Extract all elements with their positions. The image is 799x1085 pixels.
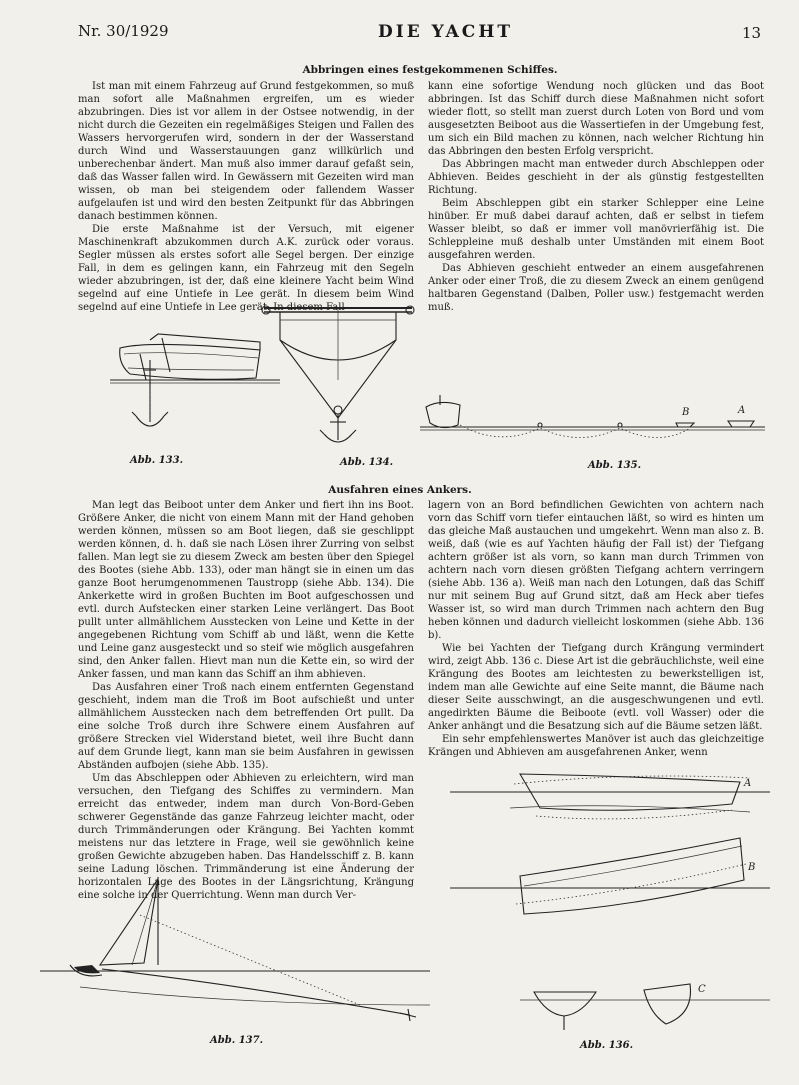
caption-fig-135: Abb. 135.: [588, 460, 642, 471]
figure-135-hawser-buoyed: [420, 385, 765, 455]
section1-right-column: [428, 80, 764, 314]
paragraph: Das Abbringen macht man entweder durch Abschleppen oder Abhieven. Beides geschieht in der als günstig festgestellten Richtung.: [428, 159, 764, 196]
paragraph: Ist man mit einem Fahrzeug auf Grund festgekommen, so muß man sofort alle Maßnahmen ergreifen, um es wieder abzubringen. Dies ist vor allem in der Ostsee notwendig, in der nicht durch die Gezeiten ein regelmäßiges Steigen und Fallen des Wassers hervorgerufen wird, sondern in der der Wasserstand durch Wind und Wasserstauungen ganz willkürlich und unberechenbar ändert. Man muß also immer darauf gefaßt sein, daß das Wasser fallen wird. In Gewässern mit Gezeiten wird man wissen, ob man bei steigendem oder fallendem Wasser aufgelaufen ist und wird den besten Zeitpunkt für das Abbringen danach bestimmen können.: [78, 81, 414, 222]
paragraph: kann eine sofortige Wendung noch glücken und das Boot abbringen. Ist das Schiff durch diese Maßnahmen nicht sofort wieder flott, so stellt man zuerst durch Loten von Bord und vom ausgesetzten Beiboot aus die Wassertiefen in der Umgebung fest, um sich ein Bild machen zu können, nach welcher Richtung hin das Abbringen den besten Erfolg verspricht.: [428, 81, 764, 157]
paragraph: Das Abhieven geschieht entweder an einem ausgefahrenen Anker oder einer Troß, die zu diesem Zweck an einem genügend haltbaren Gegenstand (Dalben, Poller usw.) festgemacht werden muß.: [428, 263, 764, 313]
paragraph: lagern von an Bord befindlichen Gewichten von achtern nach vorn das Schiff vorn tiefer eintauchen läßt, so wird es hinten um das gleiche Maß austauchen und umgekehrt. Wenn man also z. B. weiß, daß (wie es auf Yachten häufig der Fall ist) der Tiefgang achtern größer ist als vorn, so kann man durch Trimmen von achtern nach vorn diesen größten Tiefgang achtern verringern (siehe Abb. 136 a). Weiß man nach den Lotungen, daß das Schiff nur mit seinem Bug auf Grund sitzt, daß am Heck aber tiefes Wasser ist, so wird man durch Trimmen nach achtern den Bug heben können und dadurch vielleicht loskommen (siehe Abb. 136 b).: [428, 500, 764, 641]
issue-number: Nr. 30/1929: [78, 22, 169, 40]
paragraph: Wie bei Yachten der Tiefgang durch Krängung vermindert wird, zeigt Abb. 136 c. Diese Art ist die gebräuchlichste, weil eine Krängung des Bootes am leichtesten zu bewerkstelligen ist, indem man alle Gewichte auf eine Seite mannt, die Bäume nach dieser Seite ausschwingt, an die ausgeschwungenen und evtl. angedirkten Bäume die Beiboote (evtl. voll Wasser) oder die Anker anhängt und die Besatzung sich auf die Bäume setzen läßt.: [428, 643, 765, 732]
paragraph: Beim Abschleppen gibt ein starker Schlepper eine Leine hinüber. Er muß dabei darauf achten, daß er selbst in tiefem Wasser bleibt, so daß er immer voll manövrierfähig ist. Die Schleppleine muß deshalb unter Umständen mit einem Boot ausgefahren werden.: [428, 198, 764, 261]
paragraph: Das Ausfahren einer Troß nach einem entfernten Gegenstand geschieht, indem man die Troß im Boot aufschießt und unter allmählichem Ausstecken nach dem betreffenden Ort pullt. Da eine solche Troß durch ihre Schwere einem Ausfahren auf größere Strecken viel Widerstand bietet, weil ihre Bucht dann auf dem Grunde liegt, kann man sie beim Ausfahren in gewissen Abständen aufbojen (siehe Abb. 135).: [78, 682, 414, 771]
caption-fig-134: Abb. 134.: [340, 457, 394, 468]
fig136-label-c: C: [698, 984, 706, 995]
journal-title: DIE YACHT: [378, 22, 514, 42]
paragraph: Die erste Maßnahme ist der Versuch, mit eigener Maschinenkraft abzukommen durch A.K. zurück oder voraus. Segler müssen als erstes sofort alle Segel bergen. Der einzige Fall, in dem es gelingen kann, ein Fahrzeug mit den Segeln wieder abzubringen, ist der, daß eine kleinere Yacht beim Wind segelnd auf eine Untiefe in Lee gerät. In diesem beim Wind segelnd auf eine Untiefe in Lee gerät. In diesem Fall: [78, 224, 414, 313]
section-heading-ausfahren: Ausfahren eines Ankers.: [328, 484, 472, 496]
section1-left-column: [78, 80, 414, 314]
paragraph: Ein sehr empfehlenswertes Manöver ist auch das gleichzeitige Krängen und Abhieven am ausgefahrenen Anker, wenn: [428, 734, 764, 758]
figure-136-trim-and-heel: [450, 768, 770, 1043]
fig136-label-a: A: [744, 778, 752, 789]
page-number: 13: [742, 24, 762, 42]
paragraph: Man legt das Beiboot unter dem Anker und fiert ihn ins Boot. Größere Anker, die nicht von einem Mann mit der Hand gehoben werden können, müssen so am Boot liegen, daß sie geschlippt werden können, d. h. daß sie nach Lösen ihrer Zurring von selbst fallen. Man legt sie zu diesem Zweck am besten über den Spiegel des Bootes (siehe Abb. 133), oder man hängt sie in einen um das ganze Boot herumgenommenen Taustropp (siehe Abb. 134). Die Ankerkette wird in großen Buchten im Boot aufgeschossen und evtl. durch Aufstecken einer starken Leine verlängert. Das Boot pullt unter allmählichem Ausstecken von Leine und Kette in der angegebenen Richtung vom Schiff ab und läßt, wenn die Kette und Leine ganz ausgesteckt und so steif wie möglich ausgefahren sind, den Anker fallen. Hievt man nun die Kette ein, so wird der Anker fassen, und man kann das Schiff an ihm abhieven.: [78, 500, 414, 680]
fig135-label-b: B: [682, 407, 690, 418]
section2-left-column: [78, 499, 414, 902]
figure-137-heeling-and-heaving: [40, 855, 430, 1035]
paragraph: Um das Abschleppen oder Abhieven zu erleichtern, wird man versuchen, den Tiefgang des Schiffes zu vermindern. Man erreicht das entweder, indem man durch Von-Bord-Geben schwerer Gegenstände das ganze Fahrzeug leichter macht, oder durch Trimmänderungen oder Krängung. Bei Yachten kommt meistens nur das letztere in Frage, weil sie gewöhnlich keine großen Gewichte abzugeben haben. Das Handelsschiff z. B. kann seine Ladung löschen. Trimmänderung ist eine Änderung der horizontalen Lage des Bootes in der Längsrichtung, Krängung eine solche in der Querrichtung. Wenn man durch Ver-: [78, 773, 414, 901]
figure-134-anchor-in-sling: [258, 300, 418, 455]
section-heading-abbringen: Abbringen eines festgekommenen Schiffes.: [302, 64, 558, 76]
fig136-label-b: B: [748, 862, 756, 873]
fig135-label-a: A: [738, 405, 746, 416]
caption-fig-133: Abb. 133.: [130, 455, 184, 466]
section2-right-column: [428, 499, 764, 759]
caption-fig-137: Abb. 137.: [210, 1035, 264, 1046]
caption-fig-136: Abb. 136.: [580, 1040, 634, 1051]
figure-133-boat-anchor-over-transom: [110, 320, 280, 460]
